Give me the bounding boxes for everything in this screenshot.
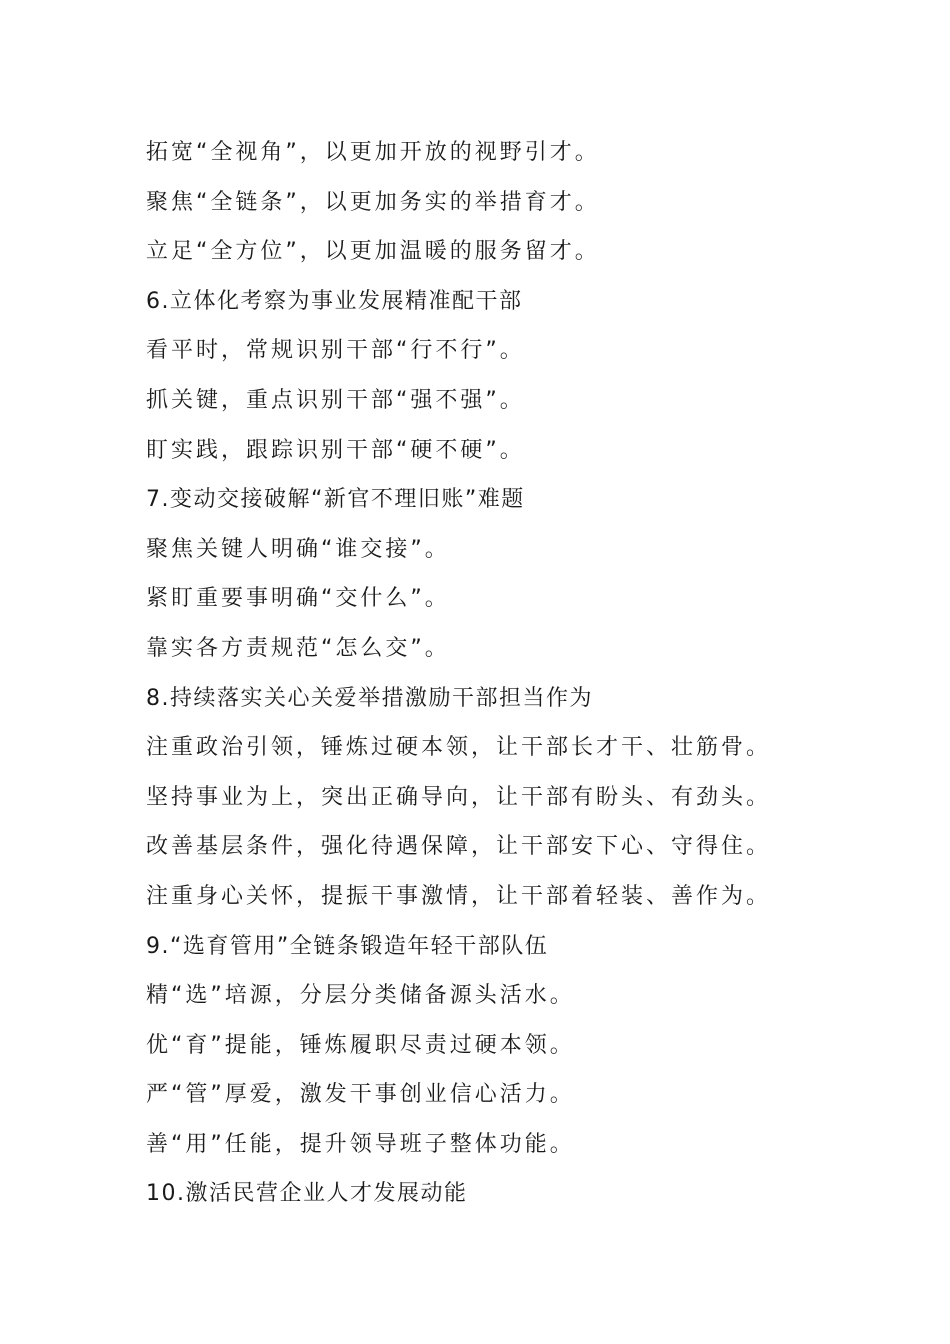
- text-line: 盯实践，跟踪识别干部“硬不硬”。: [146, 437, 525, 463]
- text-line: 注重身心关怀，提振干事激情，让干部着轻装、善作为。: [146, 883, 772, 909]
- text-line: 精“选”培源，分层分类储备源头活水。: [146, 983, 575, 1009]
- text-line: 优“育”提能，锤炼履职尽责过硬本领。: [146, 1032, 575, 1058]
- text-line: 拓宽“全视角”，以更加开放的视野引才。: [146, 140, 600, 165]
- text-line: 靠实各方责规范“怎么交”。: [146, 635, 450, 661]
- section-heading: 8.持续落实关心关爱举措激励干部担当作为: [146, 685, 593, 711]
- text-line: 紧盯重要事明确“交什么”。: [146, 586, 450, 612]
- text-line: 注重政治引领，锤炼过硬本领，让干部长才干、壮筋骨。: [146, 735, 772, 761]
- document-body: [146, 128, 806, 1219]
- section-heading: 6.立体化考察为事业发展精准配干部: [146, 288, 523, 314]
- section-heading: 7.变动交接破解“新官不理旧账”难题: [146, 487, 525, 513]
- section-heading: 9.“选育管用”全链条锻造年轻干部队伍: [146, 933, 549, 959]
- text-line: 聚焦“全链条”，以更加务实的举措育才。: [146, 189, 600, 215]
- text-line: 立足“全方位”，以更加温暖的服务留才。: [146, 239, 600, 265]
- text-line: 严“管”厚爱，激发干事创业信心活力。: [146, 1082, 575, 1108]
- section-heading: 10.激活民营企业人才发展动能: [146, 1181, 468, 1207]
- text-line: 善“用”任能，提升领导班子整体功能。: [146, 1131, 575, 1157]
- text-line: 看平时，常规识别干部“行不行”。: [146, 338, 525, 364]
- text-line: 改善基层条件，强化待遇保障，让干部安下心、守得住。: [146, 834, 772, 860]
- text-line: 坚持事业为上，突出正确导向，让干部有盼头、有劲头。: [146, 784, 772, 810]
- text-line: 抓关键，重点识别干部“强不强”。: [146, 387, 525, 413]
- text-line: 聚焦关键人明确“谁交接”。: [146, 536, 450, 562]
